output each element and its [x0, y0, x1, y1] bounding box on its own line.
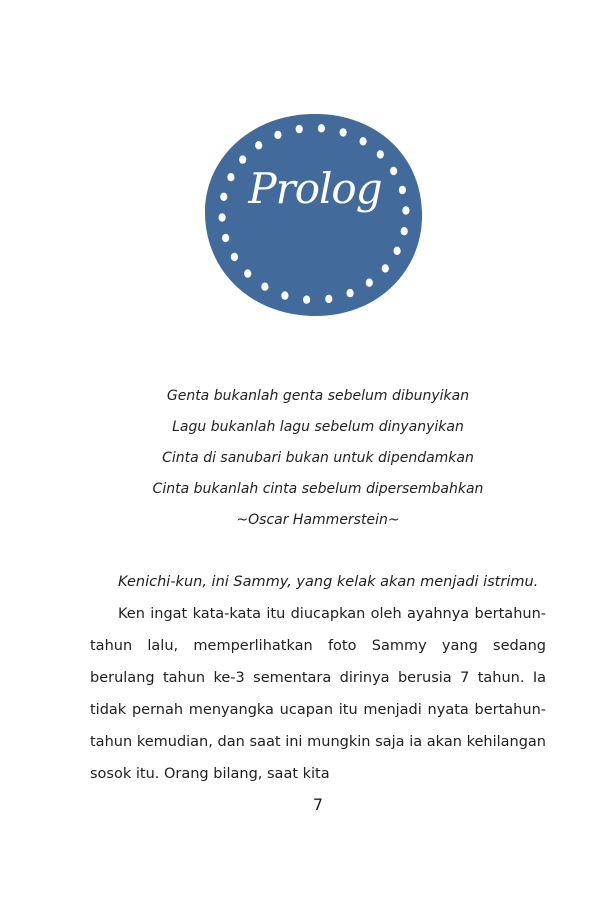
- badge-dot: [231, 253, 238, 261]
- badge-dot: [340, 128, 347, 136]
- badge-dot: [255, 141, 262, 149]
- badge-dot: [401, 227, 408, 235]
- badge-dot: [274, 131, 281, 139]
- epigraph-line: Cinta bukanlah cinta sebelum dipersembahkan: [152, 481, 484, 497]
- epigraph: [90, 381, 546, 536]
- badge-dot: [394, 247, 401, 255]
- badge-dot: [303, 296, 310, 304]
- badge-dot: [222, 234, 229, 242]
- chapter-title: Prolog: [248, 164, 382, 213]
- paragraph: Ken ingat kata-kata itu diucapkan oleh ayahnya bertahun-tahun lalu, memperlihatkan foto Sammy yang sedang berulang tahun ke-3 sementara dirinya berusia 7 tahun. Ia tidak pernah menyangka ucapan itu menjadi nyata bertahun-tahun kemudian, dan saat ini mungkin saja ia akan kehilangan sosok itu. Orang bilang, saat kita: [90, 606, 546, 782]
- badge-dot: [382, 264, 389, 272]
- badge-dot: [281, 291, 288, 299]
- badge-dot: [219, 213, 226, 221]
- badge-dot: [296, 125, 303, 133]
- page-number: 7: [312, 795, 324, 814]
- epigraph-line: Genta bukanlah genta sebelum dibunyikan: [166, 388, 470, 404]
- badge-circle: [205, 114, 422, 316]
- badge-dot: [244, 269, 251, 277]
- badge-dot: [239, 155, 246, 163]
- epigraph-line: Lagu bukanlah lagu sebelum dinyanyikan: [172, 419, 464, 435]
- body-text: [90, 566, 546, 790]
- badge-dot: [347, 289, 354, 297]
- opening-quote: Kenichi-kun, ini Sammy, yang kelak akan menjadi istrimu.: [118, 574, 539, 590]
- badge-dot: [366, 279, 373, 287]
- badge-dot: [360, 137, 367, 145]
- badge-dot: [318, 124, 325, 132]
- epigraph-line: Cinta di sanubari bukan untuk dipendamkan: [162, 450, 474, 466]
- badge-dot: [325, 295, 332, 303]
- badge-dot: [261, 283, 268, 291]
- epigraph-attribution: ~Oscar Hammerstein~: [236, 512, 400, 528]
- badge-dot: [377, 150, 384, 158]
